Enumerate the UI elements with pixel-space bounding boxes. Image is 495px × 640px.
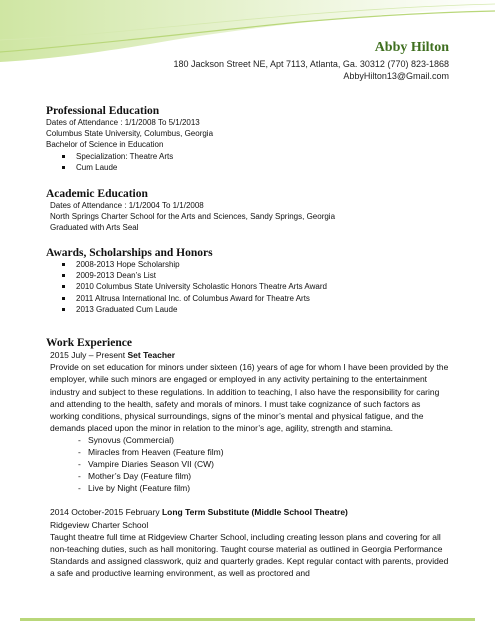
job-period: 2015 July – Present: [50, 350, 128, 360]
degree-details-list: [46, 151, 461, 173]
list-item: - Live by Night (Feature film): [78, 482, 451, 494]
job-period: 2014 October-2015 February: [50, 507, 162, 518]
attendance-dates: Dates of Attendance : 1/1/2004 To 1/1/2008: [50, 201, 204, 210]
contact-email: AbbyHilton13@Gmail.com: [343, 71, 449, 81]
section-heading: Professional Education: [46, 105, 160, 117]
graduation-note: Graduated with Arts Seal: [50, 223, 139, 233]
contact-address: 180 Jackson Street NE, Apt 7113, Atlanta, Ga. 30312 (770) 823-1868: [173, 59, 449, 69]
list-item: 2011 Altrusa International Inc. of Columbus Award for Theatre Arts: [62, 293, 461, 304]
footer-rule: [20, 618, 475, 621]
list-item: 2008-2013 Hope Scholarship: [62, 259, 461, 270]
awards-section: [46, 247, 461, 315]
job-header: [46, 349, 451, 361]
job-description: Taught theatre full time at Ridgeview Charter School, including creating lesson plans and covering for all non-teaching duties, such as hall monitoring. Taught course material as outlined in Georgia Performance Standards and assigned classwork, quiz and quarterly grades. Kept regular contact with parents, provided a safe and productive learning environment, as well as proctored and: [50, 531, 449, 579]
work-experience-section: [46, 337, 451, 580]
list-item: 2009-2013 Dean’s List: [62, 270, 461, 281]
degree: Bachelor of Science in Education: [46, 140, 164, 150]
list-item: - Synovus (Commercial): [78, 434, 451, 446]
awards-list: [46, 259, 461, 315]
list-item: - Miracles from Heaven (Feature film): [78, 446, 451, 458]
job-description: Provide on set education for minors under sixteen (16) years of age for whom I have been provided by the employer, while such minors are engaged or employed in any activity pertaining to the entertainment industry and subject to these regulations. In addition to teaching, I also have the responsibility for caring and attending to the health, safety and morals of minors. I must take cognizance of such factors as working conditions, physical surroundings, signs of the minor’s mental and physical fatigue, and the demands placed upon the minor in relation to the minor’s age, agility, strength and stamina.: [50, 362, 449, 434]
section-heading: Awards, Scholarships and Honors: [46, 247, 213, 259]
credits-list: [46, 434, 451, 494]
employer-name: Ridgeview Charter School: [50, 519, 149, 530]
professional-education-section: [46, 105, 461, 173]
school-name: Columbus State University, Columbus, Georgia: [46, 129, 214, 139]
list-item: - Vampire Diaries Season VII (CW): [78, 458, 451, 470]
list-item: 2013 Graduated Cum Laude: [62, 304, 461, 315]
job-header: [46, 506, 451, 518]
list-item: Specialization: Theatre Arts: [62, 151, 461, 162]
candidate-name: Abby Hilton: [374, 40, 449, 55]
list-item: - Mother’s Day (Feature film): [78, 470, 451, 482]
school-name: North Springs Charter School for the Arts and Sciences, Sandy Springs, Georgia: [50, 212, 336, 222]
attendance-dates: Dates of Attendance : 1/1/2008 To 5/1/2013: [46, 118, 200, 127]
list-item: 2010 Columbus State University Scholastic Honors Theatre Arts Award: [62, 281, 461, 292]
academic-education-section: [46, 188, 461, 234]
section-heading: Work Experience: [46, 337, 132, 349]
job-role: Set Teacher: [127, 350, 176, 360]
section-heading: Academic Education: [46, 188, 148, 200]
job-role: Long Term Substitute (Middle School Theatre): [161, 507, 348, 518]
list-item: Cum Laude: [62, 162, 461, 173]
